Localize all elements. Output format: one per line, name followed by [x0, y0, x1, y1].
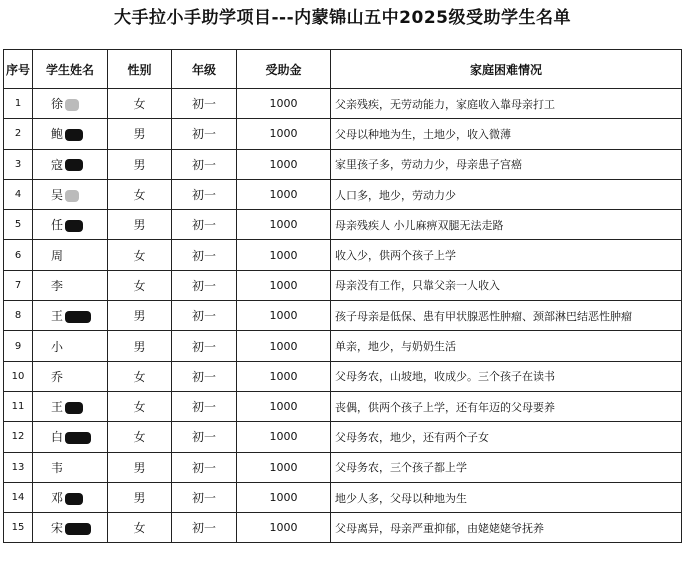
- aid-amount: [237, 210, 331, 240]
- student-grade: [172, 513, 237, 543]
- student-grade: [172, 149, 237, 179]
- name-redaction: [65, 99, 79, 111]
- row-number-text: 9: [14, 340, 22, 352]
- row-number: [4, 89, 33, 119]
- row-number: [4, 422, 33, 452]
- student-sex-text: 女: [133, 521, 146, 536]
- aid-amount-text: 1000: [269, 309, 298, 323]
- family-situation-text: 父母务农，地少，还有两个子女: [335, 430, 489, 444]
- name-redaction: [65, 190, 79, 202]
- student-name: [33, 119, 108, 149]
- student-grade: [172, 270, 237, 300]
- row-number-text: 2: [14, 128, 22, 140]
- aid-amount-text: 1000: [269, 430, 298, 444]
- aid-amount-text: 1000: [269, 188, 298, 202]
- row-number-text: 8: [14, 310, 22, 322]
- family-situation-text: 父母务农，山坡地，收成少。三个孩子在读书: [335, 370, 555, 384]
- student-sex: [108, 89, 172, 119]
- table-row: [4, 210, 682, 240]
- student-grade-text: 初一: [191, 521, 216, 536]
- row-number-text: 15: [11, 522, 25, 534]
- student-name-text: 小: [51, 339, 64, 354]
- family-situation: [331, 331, 682, 361]
- row-number-text: 3: [14, 158, 22, 170]
- family-situation-text: 父亲残疾，无劳动能力，家庭收入靠母亲打工: [335, 97, 555, 111]
- student-sex: [108, 391, 172, 421]
- student-grade-text: 初一: [191, 430, 216, 445]
- family-situation: [331, 422, 682, 452]
- student-grade-text: 初一: [191, 97, 216, 112]
- name-redaction: [65, 432, 91, 444]
- table-row: [4, 391, 682, 421]
- student-name: [33, 210, 108, 240]
- student-grade-text: 初一: [191, 400, 216, 415]
- student-sex: [108, 149, 172, 179]
- student-sex-text: 男: [133, 460, 146, 475]
- student-sex-text: 男: [133, 339, 146, 354]
- row-number: [4, 452, 33, 482]
- aid-amount-text: 1000: [269, 369, 298, 383]
- student-name: [33, 301, 108, 331]
- aid-amount: [237, 391, 331, 421]
- family-situation-text: 孩子母亲是低保、患有甲状腺恶性肿瘤、颈部淋巴结恶性肿瘤: [335, 309, 632, 323]
- table-row: [4, 331, 682, 361]
- aid-amount: [237, 452, 331, 482]
- name-redaction: [65, 129, 83, 141]
- aid-amount-text: 1000: [269, 97, 298, 111]
- student-sex: [108, 452, 172, 482]
- row-number: [4, 391, 33, 421]
- aid-amount-text: 1000: [269, 157, 298, 171]
- student-name-text: 韦: [51, 460, 64, 475]
- name-redaction: [65, 311, 91, 323]
- student-grade: [172, 361, 237, 391]
- student-grade: [172, 240, 237, 270]
- aid-amount-text: 1000: [269, 248, 298, 262]
- student-name-text: 李: [51, 278, 64, 293]
- student-grade-text: 初一: [191, 248, 216, 263]
- family-situation-text: 人口多，地少，劳动力少: [335, 188, 456, 202]
- student-name: [33, 240, 108, 270]
- family-situation: [331, 149, 682, 179]
- aid-amount: [237, 422, 331, 452]
- student-name: [33, 179, 108, 209]
- student-grade: [172, 210, 237, 240]
- row-number: [4, 119, 33, 149]
- student-name-text: 王: [51, 309, 64, 324]
- row-number-text: 7: [14, 279, 22, 291]
- name-redaction: [65, 220, 83, 232]
- student-name-text: 任: [51, 218, 64, 233]
- student-sex-text: 男: [133, 127, 146, 142]
- student-grade-text: 初一: [191, 339, 216, 354]
- family-situation: [331, 210, 682, 240]
- row-number: [4, 301, 33, 331]
- row-number-text: 14: [11, 492, 25, 503]
- student-sex: [108, 119, 172, 149]
- aid-amount-text: 1000: [269, 127, 298, 141]
- student-grade-text: 初一: [191, 278, 216, 293]
- family-situation: [331, 361, 682, 391]
- aid-amount-text: 1000: [269, 278, 298, 292]
- row-number-text: 12: [11, 431, 25, 443]
- student-sex: [108, 422, 172, 452]
- name-redaction: [65, 493, 83, 505]
- row-number-text: 4: [14, 189, 22, 201]
- row-number-text: 5: [14, 219, 22, 231]
- table-header-row: [4, 50, 682, 89]
- family-situation: [331, 482, 682, 512]
- family-situation: [331, 452, 682, 482]
- row-number-text: 10: [11, 370, 25, 382]
- family-situation-text: 丧偶，供两个孩子上学，还有年迈的父母要养: [335, 400, 555, 414]
- name-redaction: [65, 523, 91, 535]
- student-name-text: 鲍: [51, 127, 64, 142]
- student-name-text: 宋: [51, 521, 64, 536]
- student-name: [33, 482, 108, 512]
- student-name: [33, 452, 108, 482]
- aid-amount-text: 1000: [269, 521, 298, 535]
- student-name: [33, 391, 108, 421]
- aid-amount-text: 1000: [269, 400, 298, 414]
- aid-amount: [237, 240, 331, 270]
- student-sex-text: 女: [133, 430, 146, 445]
- row-number: [4, 331, 33, 361]
- header-amount: 受助金: [237, 50, 331, 89]
- family-situation-text: 家里孩子多，劳动力少，母亲患子宫癌: [335, 158, 522, 172]
- row-number: [4, 210, 33, 240]
- student-name: [33, 513, 108, 543]
- student-name: [33, 361, 108, 391]
- name-redaction: [65, 159, 83, 171]
- aid-amount-text: 1000: [269, 339, 298, 353]
- student-grade: [172, 179, 237, 209]
- family-situation-text: 地少人多，父母以种地为生: [335, 491, 467, 505]
- student-name: [33, 331, 108, 361]
- aid-amount: [237, 149, 331, 179]
- row-number: [4, 149, 33, 179]
- student-sex: [108, 482, 172, 512]
- table-row: [4, 149, 682, 179]
- row-number: [4, 482, 33, 512]
- student-sex-text: 女: [133, 400, 146, 415]
- table-row: [4, 452, 682, 482]
- family-situation: [331, 301, 682, 331]
- aid-amount: [237, 89, 331, 119]
- header-no: 序号: [4, 50, 33, 89]
- student-name-text: 乔: [51, 369, 64, 384]
- row-number-text: 6: [14, 249, 22, 261]
- student-sex: [108, 270, 172, 300]
- aid-amount-text: 1000: [269, 460, 298, 474]
- student-sex-text: 女: [133, 188, 146, 203]
- family-situation: [331, 513, 682, 543]
- row-number-text: 1: [14, 98, 22, 110]
- student-name: [33, 89, 108, 119]
- student-sex-text: 女: [133, 248, 146, 263]
- student-sex: [108, 179, 172, 209]
- student-name: [33, 422, 108, 452]
- aid-amount-text: 1000: [269, 218, 298, 232]
- family-situation: [331, 270, 682, 300]
- student-grade: [172, 391, 237, 421]
- aid-amount: [237, 270, 331, 300]
- family-situation-text: 收入少，供两个孩子上学: [335, 249, 456, 263]
- page-title: 大手拉小手助学项目---内蒙锦山五中2025级受助学生名单: [114, 8, 571, 28]
- student-grade-text: 初一: [191, 188, 216, 203]
- student-grade: [172, 89, 237, 119]
- family-situation: [331, 119, 682, 149]
- student-name-text: 徐: [51, 97, 64, 112]
- student-sex-text: 女: [133, 278, 146, 293]
- student-sex-text: 男: [133, 491, 146, 505]
- family-situation: [331, 179, 682, 209]
- student-name-text: 周: [51, 248, 64, 263]
- table-row: [4, 513, 682, 543]
- student-list-table: [3, 49, 682, 543]
- student-sex-text: 男: [133, 157, 146, 172]
- header-situation: 家庭困难情况: [331, 50, 682, 89]
- family-situation: [331, 240, 682, 270]
- table-row: [4, 179, 682, 209]
- student-name: [33, 270, 108, 300]
- family-situation-text: 母亲没有工作，只靠父亲一人收入: [335, 279, 500, 293]
- table-row: [4, 270, 682, 300]
- student-sex: [108, 240, 172, 270]
- family-situation-text: 父母离异，母亲严重抑郁，由姥姥姥爷抚养: [335, 521, 544, 535]
- student-name-text: 寇: [51, 157, 64, 172]
- student-grade-text: 初一: [191, 218, 216, 233]
- student-grade-text: 初一: [191, 309, 216, 324]
- aid-amount: [237, 361, 331, 391]
- student-sex-text: 女: [133, 97, 146, 112]
- family-situation-text: 父母务农，三个孩子都上学: [335, 461, 467, 475]
- student-name: [33, 149, 108, 179]
- row-number: [4, 361, 33, 391]
- header-grade: 年级: [172, 50, 237, 89]
- family-situation-text: 单亲，地少，与奶奶生活: [335, 340, 456, 354]
- table-row: [4, 119, 682, 149]
- student-grade: [172, 452, 237, 482]
- student-name-text: 白: [51, 430, 64, 445]
- row-number-text: 13: [11, 461, 25, 473]
- row-number-text: 11: [11, 401, 25, 413]
- header-sex: 性别: [108, 50, 172, 89]
- name-redaction: [65, 402, 83, 414]
- student-sex: [108, 210, 172, 240]
- student-sex-text: 男: [133, 218, 146, 233]
- student-name-text: 吴: [51, 188, 64, 203]
- table-row: [4, 89, 682, 119]
- family-situation: [331, 391, 682, 421]
- student-sex: [108, 331, 172, 361]
- row-number: [4, 513, 33, 543]
- student-grade: [172, 482, 237, 512]
- aid-amount: [237, 301, 331, 331]
- aid-amount-text: 1000: [269, 491, 298, 504]
- student-grade: [172, 331, 237, 361]
- student-grade: [172, 301, 237, 331]
- table-row: [4, 361, 682, 391]
- student-sex: [108, 301, 172, 331]
- row-number: [4, 270, 33, 300]
- student-name-text: 王: [51, 400, 64, 415]
- header-name: 学生姓名: [33, 50, 108, 89]
- aid-amount: [237, 179, 331, 209]
- student-grade: [172, 119, 237, 149]
- student-grade-text: 初一: [191, 127, 216, 142]
- student-name-text: 邓: [51, 491, 64, 505]
- family-situation-text: 母亲残疾人 小儿麻痹双腿无法走路: [335, 218, 504, 232]
- aid-amount: [237, 513, 331, 543]
- student-grade: [172, 422, 237, 452]
- table-row: [4, 301, 682, 331]
- student-grade-text: 初一: [191, 369, 216, 384]
- student-sex-text: 女: [133, 369, 146, 384]
- aid-amount: [237, 119, 331, 149]
- student-grade-text: 初一: [191, 157, 216, 172]
- student-grade-text: 初一: [191, 491, 216, 505]
- student-grade-text: 初一: [191, 460, 216, 475]
- family-situation: [331, 89, 682, 119]
- row-number: [4, 179, 33, 209]
- table-row: [4, 422, 682, 452]
- table-row: [4, 482, 682, 512]
- family-situation-text: 父母以种地为生，土地少，收入微薄: [335, 127, 511, 141]
- aid-amount: [237, 482, 331, 512]
- table-row: [4, 240, 682, 270]
- row-number: [4, 240, 33, 270]
- aid-amount: [237, 331, 331, 361]
- student-sex: [108, 513, 172, 543]
- student-sex: [108, 361, 172, 391]
- student-sex-text: 男: [133, 309, 146, 324]
